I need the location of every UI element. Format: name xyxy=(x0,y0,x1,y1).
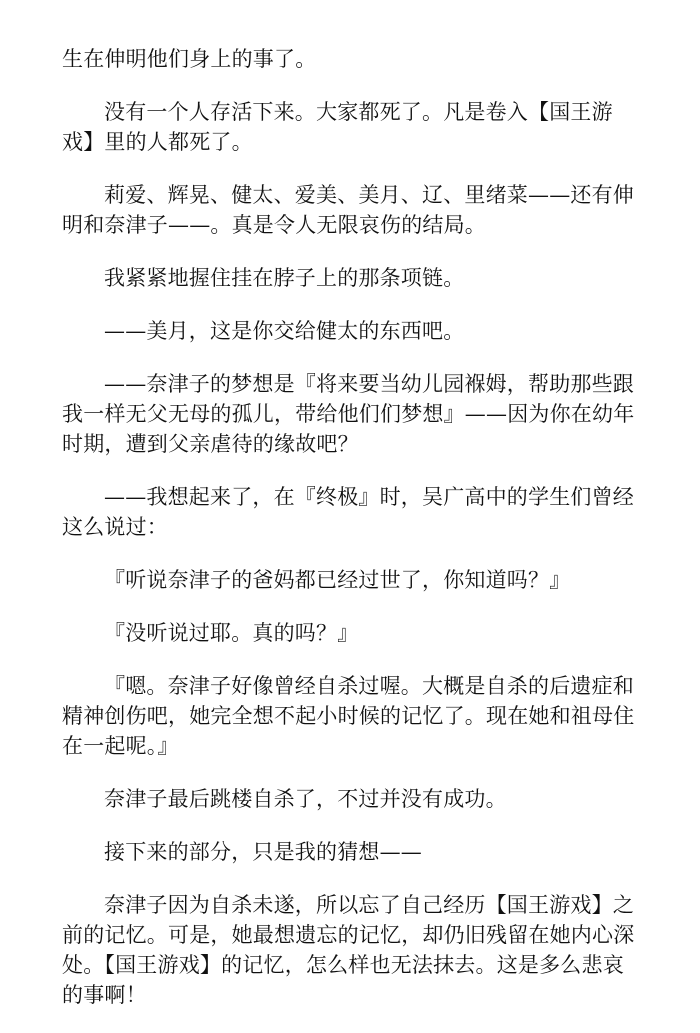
paragraph-11: 奈津子最后跳楼自杀了，不过并没有成功。 xyxy=(104,787,507,811)
paragraph-8: 『听说奈津子的爸妈都已经过世了，你知道吗？』 xyxy=(104,568,571,592)
paragraph-3: 莉爱、辉晃、健太、爱美、美月、辽、里绪菜——还有伸明和奈津子——。真是令人无限哀伤的结局。 xyxy=(62,183,634,237)
paragraph-9: 『没听说过耶。真的吗？』 xyxy=(104,621,359,645)
paragraph-2: 没有一个人存活下来。大家都死了。凡是卷入【国王游戏】里的人都死了。 xyxy=(62,100,613,154)
body-text xyxy=(62,44,642,1033)
paragraph-5: ——美月，这是你交给健太的东西吧。 xyxy=(104,319,465,343)
paragraph-6: ——奈津子的梦想是『将来要当幼儿园褓姆，帮助那些跟我一样无父无母的孤儿，带给他们们梦想』——因为你在幼年时期，遭到父亲虐待的缘故吧？ xyxy=(62,372,635,456)
paragraph-13: 奈津子因为自杀未遂，所以忘了自己经历【国王游戏】之前的记忆。可是，她最想遗忘的记忆，却仍旧残留在她内心深处。【国王游戏】的记忆，怎么样也无法抹去。这是多么悲哀的事啊！ xyxy=(62,893,635,1007)
paragraph-4: 我紧紧地握住挂在脖子上的那条项链。 xyxy=(104,266,465,290)
paragraph-1: 生在伸明他们身上的事了。 xyxy=(62,47,317,71)
paragraph-7: ——我想起来了，在『终极』时，吴广高中的学生们曾经这么说过： xyxy=(62,485,634,539)
paragraph-10: 『嗯。奈津子好像曾经自杀过喔。大概是自杀的后遗症和精神创伤吧，她完全想不起小时候的记忆了。现在她和祖母住在一起呢。』 xyxy=(62,674,635,758)
paragraph-12: 接下来的部分，只是我的猜想—— xyxy=(104,840,422,864)
